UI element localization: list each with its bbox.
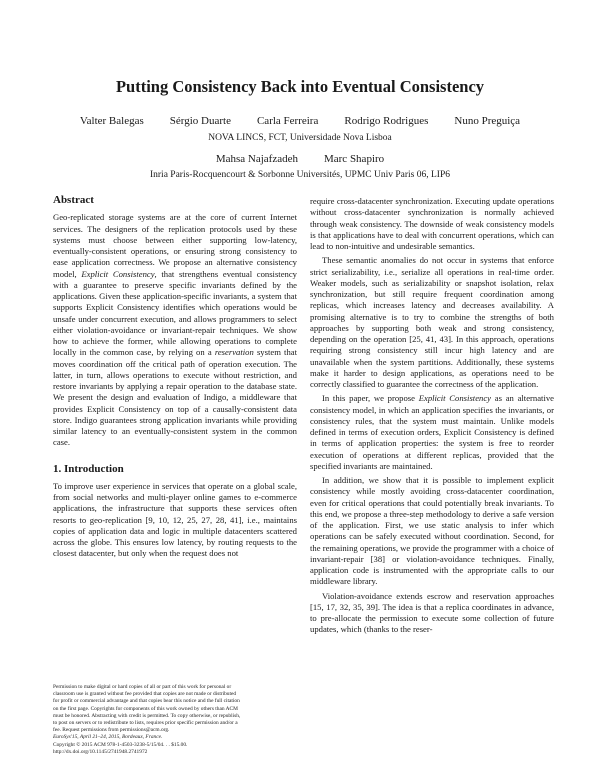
copyright-footnote: Permission to make digital or hard copies of all or part of this work for personal or classroom use is granted without fee provided that copies are not made or distributed for profit or commercial advantage and that copies bear this notice and the full citation on the first page. Copyrights for components of this work owned by others than ACM must be honored. Abstracting with credit is permitted. To copy otherwise, or republish, to post on servers or to redistribute to lists, requires prior specific permission and/or a fee. Request permissions from permissions@acm.org. EuroSys'15, April 21–24, 2015, Bordeaux, France. Copyright © 2015 ACM 978-1-4503-3238-5/15/04. . . $15.00. http://dx.doi.org/10.1145/2741948.2741972 <box>53 684 297 756</box>
conference-line: EuroSys'15, April 21–24, 2015, Bordeaux, France. <box>53 734 163 741</box>
intro-paragraph: To improve user experience in services that operate on a global scale, from social networks and multi-player online games to e-commerce applications, the infrastructure that supports these services often resorts to geo-replication [9, 10, 12, 25, 27, 28, 41], i.e., maintains copies of application data and logic in multiple datacenters scattered across the globe. This ensures low latency, by routing requests to the closest datacenter, but only when the request does not <box>53 480 297 559</box>
author-name: Rodrigo Rodrigues <box>344 115 429 127</box>
left-column <box>53 195 297 560</box>
abstract-heading: Abstract <box>53 194 94 206</box>
body-paragraph: require cross-datacenter synchronization. Executing update operations without cross-datacenter synchronization is normally achieved through weak consistency. The downside of weak consistency models is that applications have to deal with concurrent operations, which can lead to non-intuitive and undesirable semantics. <box>310 196 554 251</box>
body-paragraph: These semantic anomalies do not occur in systems that enforce strict serializability, i.e., serialize all operations in real-time order. Weaker models, such as serializability or snapshot isolation, relax synchronization, but still require frequent coordination among replicas, which increases latency and decreases availability. A promising alternative is to try to combine the strengths of both approaches by supporting both weak and strong consistency, depending on the operation [25, 41, 43]. In this approach, operations requiring strong consistency still incur high latency and are unavailable when the system partitions. Additionally, these systems make it harder to design applications, as operations need to be correctly classified to guarantee the correctness of the application. <box>310 255 554 389</box>
author-name: Sérgio Duarte <box>169 115 231 127</box>
doi-link[interactable]: http://dx.doi.org/10.1145/2741948.2741972 <box>53 748 148 755</box>
author-name: Carla Ferreira <box>256 115 319 127</box>
emphasis: reservation <box>214 347 254 358</box>
author-name: Marc Shapiro <box>323 153 385 165</box>
author-name: Mahsa Najafzadeh <box>215 153 298 165</box>
affiliation-2: Inria Paris-Rocquencourt & Sorbonne Universités, UPMC Univ Paris 06, LIP6 <box>149 170 450 180</box>
paper-title: Putting Consistency Back into Eventual Consistency <box>115 77 485 96</box>
introduction-heading: 1. Introduction <box>53 462 124 475</box>
emphasis: Explicit Consistency <box>418 393 491 404</box>
abstract-paragraph: Geo-replicated storage systems are at the core of current Internet services. The designers of the replication protocols used by these systems must choose between either supporting low-latency, eventually-consistent operations, or ensuring strong consistency to ease application correctness. We propose an alternative consistency model, Explicit Consistency, that strengthens eventual consistency with a guarantee to preserve specific invariants defined by the applications. Given these application-specific invariants, a system that supports Explicit Consistency identifies which operations would be unsafe under concurrent execution, and allows programmers to select either violation-avoidance or invariant-repair techniques. We show how to achieve the former, while allowing operations to complete locally in the common case, by relying on a reservation system that moves coordination off the critical path of operation execution. The latter, in turn, allows operations to execute without restriction, and restore invariants by applying a repair operation to the database state. We present the design and evaluation of Indigo, a middleware that provides Explicit Consistency on top of a causally-consistent data store. Indigo guarantees strong application invariants while providing similar latency to an eventually-consistent system in the common case. <box>53 212 297 448</box>
body-paragraph: In addition, we show that it is possible to implement explicit consistency while mostly avoiding cross-datacenter coordination, even for critical operations that could potentially break invariants. To this end, we propose a three-step methodology to derive a safe version of the application. First, we use static analysis to infer which operations can be safely executed without coordination. Second, for the remaining operations, we provide the programmer with a choice of invariant-repair [38] or violation-avoidance techniques. Finally, application code is instrumented with the appropriate calls to our middleware library. <box>310 475 554 587</box>
right-column <box>310 196 554 636</box>
affiliation-1: NOVA LINCS, FCT, Universidade Nova Lisboa <box>208 133 392 143</box>
author-name: Valter Balegas <box>79 115 144 127</box>
emphasis: Explicit Consistency <box>81 268 155 279</box>
authors-row-1 <box>0 115 600 127</box>
authors-row-2 <box>0 153 600 165</box>
author-name: Nuno Preguiça <box>454 115 521 127</box>
body-paragraph: Violation-avoidance extends escrow and reservation approaches [15, 17, 32, 35, 39]. The idea is that a replica coordinates in advance, to pre-allocate the permission to execute some collection of future updates, which (thanks to the reser- <box>310 590 554 635</box>
body-paragraph: In this paper, we propose Explicit Consistency as an alternative consistency model, in which an application specifies the invariants, or consistency rules, that the system must maintain. Unlike models defined in terms of execution orders, Explicit Consistency is defined in terms of application properties: the system is free to reorder execution of operations at different replicas, provided that the specified invariants are maintained. <box>310 393 554 471</box>
